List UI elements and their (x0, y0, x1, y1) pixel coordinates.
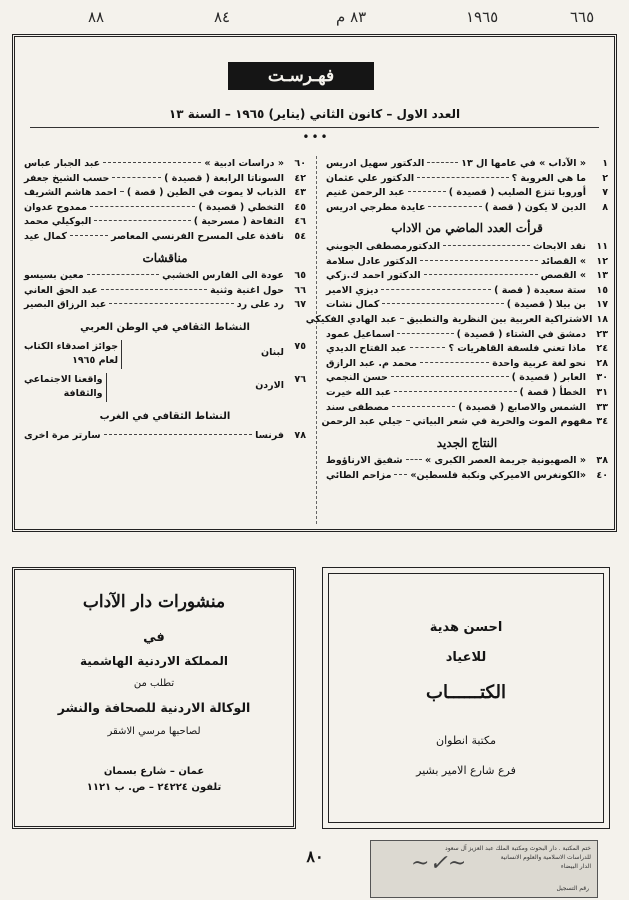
toc-title: « الصهيونية جريمة العصر الكبرى » (424, 455, 586, 467)
toc-entry (326, 186, 608, 201)
toc-leader (443, 245, 530, 246)
toc-author: ديزي الامير (326, 284, 379, 296)
publisher-phone: تلفون ٢٤٢٢٤ – ص. ب ١١٢١ (86, 782, 222, 793)
new-output-heading: النتاج الجديد (436, 435, 498, 450)
toc-author: جيلي عبد الرحمن (321, 416, 403, 428)
left-column (24, 157, 306, 443)
toc-title: الدين لا يكون ( قصة ) (484, 201, 586, 213)
toc-page-number: ١٨ (596, 313, 608, 325)
toc-author: عبد الرزاق البصير (24, 299, 107, 311)
toc-entry (326, 328, 608, 343)
toc-entry (326, 157, 608, 172)
toc-title: رد على رد (236, 299, 284, 311)
toc-leader (112, 177, 161, 178)
toc-author: عبد الله خيرت (326, 386, 392, 398)
toc-author: مزاحم الطائي (326, 469, 392, 481)
toc-leader (406, 420, 410, 421)
toc-entry (326, 454, 608, 469)
toc-author: عبد الرحمن غنيم (326, 187, 405, 199)
stamp-line-2: للدراسات الاسلامية والعلوم الانسانية (500, 854, 591, 861)
activity-country: لبنان (261, 346, 284, 358)
publisher-kingdom: المملكة الاردنية الهاشمية (79, 654, 229, 668)
gift-box (322, 567, 610, 829)
toc-author: الدكتور احمد ك.زكي (326, 270, 421, 282)
toc-author: الدكتورمصطفى الجويني (326, 240, 441, 252)
toc-page-number: ٦٦ (294, 284, 306, 296)
toc-page-number: ٢٨ (596, 357, 608, 369)
toc-leader (109, 303, 233, 304)
toc-entry (24, 298, 306, 313)
toc-title: أوروبا تنزع الصليب ( قصيدة ) (448, 187, 586, 199)
gift-branch: فرع شارع الامير بشير (416, 764, 516, 777)
right-column (305, 157, 608, 483)
publisher-agency: الوكالة الاردنية للصحافة والنشر (57, 700, 251, 715)
toc-author: الدكتور عادل سلامة (326, 255, 418, 267)
toc-page-number: ٢٣ (596, 328, 608, 340)
toc-leader (406, 459, 422, 460)
toc-title: التفاحة ( مسرحية ) (193, 216, 284, 228)
toc-leader (397, 333, 453, 334)
gift-book: الكتــــــاب (426, 682, 506, 703)
toc-page-number: ٣٣ (596, 401, 608, 413)
toc-page-number: ٧٨ (294, 429, 306, 441)
toc-entry (326, 401, 608, 416)
toc-leader (394, 474, 407, 475)
toc-leader (424, 274, 538, 275)
toc-title: الخطأ ( قصة ) (519, 386, 586, 398)
toc-page-number: ٣٤ (596, 416, 608, 428)
activity-note-line: واقعنا الاجتماعي (24, 373, 103, 385)
toc-leader (90, 206, 195, 207)
toc-page-number: ٤٠ (596, 469, 608, 481)
toc-leader (381, 289, 491, 290)
toc-entry (326, 342, 608, 357)
toc-leader (391, 376, 509, 377)
gift-best: احسن هدية (429, 620, 503, 635)
toc-title: » القصائد (540, 255, 586, 267)
toc-page-number: ١٥ (596, 284, 608, 296)
toc-entry (326, 269, 608, 284)
toc-entry (326, 172, 608, 187)
toc-author: ممدوح عدوان (24, 201, 88, 213)
past-issue-heading: قرأت العدد الماضي من الاداب (391, 221, 543, 236)
toc-page-number: ٤٢ (294, 172, 306, 184)
toc-leader (420, 362, 489, 363)
toc-author: حسن النجمي (326, 372, 388, 384)
toc-entry (326, 386, 608, 401)
toc-entry (326, 284, 608, 299)
toc-author: الدكتور علي عثمان (326, 172, 415, 184)
publisher-address: عمان – شارع بسمان (103, 766, 205, 777)
toc-title: ما هي العروبة ؟ (511, 172, 586, 184)
arab-activity-heading: النشاط الثقافي في الوطن العربي (80, 321, 250, 333)
toc-author: معين بسيسو (24, 270, 84, 282)
toc-author: محمد م. عبد الرازق (326, 357, 417, 369)
activity-country: الاردن (255, 379, 284, 391)
toc-entry (326, 201, 608, 216)
toc-page-number: ٤٣ (294, 187, 306, 199)
toc-entry (326, 371, 608, 386)
toc-title: نافذة على المسرح الفرنسي المعاصر (111, 230, 284, 242)
toc-author: سارتر مرة اخرى (24, 429, 101, 441)
gift-holidays: للاعياد (445, 650, 487, 665)
toc-page-number: ١٣ (596, 270, 608, 282)
arab-activity-entry (24, 373, 306, 402)
toc-title: » القصص (540, 270, 586, 282)
publisher-in: في (143, 630, 165, 645)
toc-entry (321, 415, 608, 430)
toc-author: عبد الفتاح الديدي (326, 343, 407, 355)
toc-title: دمشق في الشتاء ( قصيدة ) (456, 328, 586, 340)
toc-leader (410, 347, 446, 348)
toc-author: عبد الهادي الفكيكي (305, 313, 397, 325)
toc-title: الاشتراكية العربية بين النظرية والتطبيق (406, 313, 593, 325)
toc-title: الشمس والاصابع ( قصيدة ) (458, 401, 586, 413)
activity-notes (24, 340, 122, 369)
issue-underline (30, 127, 599, 128)
arab-activity-entry (24, 340, 306, 369)
toc-entry (326, 469, 608, 484)
toc-title: حول اغنية وثنية (210, 284, 284, 296)
toc-entry (24, 157, 306, 172)
toc-author: البوكيلي محمد (24, 216, 92, 228)
toc-title: ماذا تعني فلسفة القاهريات ؟ (448, 343, 586, 355)
toc-leader (70, 235, 108, 236)
toc-author: عايدة مطرجي ادريس (326, 201, 426, 213)
handwritten-mark-5: ٦٦٥ (570, 8, 595, 26)
toc-title: فرنسا (255, 429, 284, 441)
toc-page-number: ١٢ (596, 255, 608, 267)
toc-leader (392, 406, 455, 407)
toc-author: اسماعيل عمود (326, 328, 395, 340)
toc-page-number: ٧ (602, 187, 608, 199)
west-activity-heading: النشاط الثقافي في الغرب (99, 410, 231, 422)
page-number: ٨٠ (306, 847, 324, 866)
gift-library: مكتبة انطوان (436, 734, 496, 747)
toc-leader (428, 206, 481, 207)
toc-page-number: ٤٦ (294, 216, 306, 228)
toc-leader (103, 162, 201, 163)
stamp-line-3: الدار البيضاء (560, 863, 591, 870)
toc-leader (420, 260, 538, 261)
toc-author: عبد الحق العاني (24, 284, 98, 296)
toc-leader (87, 274, 159, 275)
toc-title: السوناتا الرابعة ( قصيدة ) (164, 172, 284, 184)
toc-leader (417, 177, 508, 178)
toc-entry (326, 240, 608, 255)
publisher-request: تطلب من (133, 678, 175, 689)
toc-title: مفهوم الموت والحرية في شعر البياتي (412, 416, 593, 428)
activity-note-line: لعام ١٩٦٥ (72, 355, 119, 367)
toc-author: الدكتور سهيل ادريس (326, 158, 425, 169)
toc-leader (94, 220, 190, 221)
toc-author: احمد هاشم الشريف (24, 187, 117, 199)
toc-entry (24, 269, 306, 284)
toc-title: بن بيلا ( قصيدة ) (506, 299, 586, 311)
toc-title: الذباب لا يموت في الطين ( قصة ) (126, 187, 286, 199)
toc-author: شفيق الارناؤوط (326, 455, 403, 467)
toc-author: كمال نشات (326, 299, 380, 311)
activity-note-line: جوائز اصدقاء الكتاب (24, 340, 119, 352)
toc-page-number: ٨ (602, 201, 608, 213)
issue-line: العدد الاول – كانون الثاني (يناير) ١٩٦٥ – السنة ١٣ (168, 107, 461, 121)
toc-leader (400, 318, 404, 319)
toc-leader (408, 191, 446, 192)
handwritten-mark-3: ٨٣ م (336, 8, 367, 26)
toc-title: « الآداب » في عامها ال ١٣ (461, 158, 586, 169)
toc-title: نقد الابحاث (532, 240, 586, 252)
publisher-box (12, 567, 296, 829)
toc-page-number: ٥٤ (294, 230, 306, 242)
toc-entry (24, 230, 306, 245)
handwritten-mark-1: ٨٨ (88, 8, 105, 26)
toc-entry (24, 215, 306, 230)
toc-page-number: ٣٨ (596, 455, 608, 467)
toc-author: مصطفى سند (326, 401, 389, 413)
toc-entry (326, 357, 608, 372)
toc-entry (24, 429, 306, 444)
publisher-title: منشورات دار الآداب (82, 592, 226, 612)
toc-title: «الكونغرس الاميركي ونكبة فلسطين» (410, 469, 586, 481)
toc-page-number: ٦٥ (294, 270, 306, 282)
stamp-line-4: رقم التسجيل (556, 885, 589, 892)
toc-title: ستة سعيدة ( قصة ) (494, 284, 586, 296)
toc-page-number: ٢٤ (596, 343, 608, 355)
discussions-heading: مناقشات (142, 250, 188, 265)
toc-page-number: ٣١ (596, 386, 608, 398)
toc-page-number: ١٧ (596, 299, 608, 311)
stamp-line-1: ختم المكتبة . دار البحوث ومكتبة الملك عبد العزيز آل سعود (445, 845, 591, 852)
toc-entry (326, 298, 608, 313)
library-stamp (370, 840, 598, 898)
toc-page-number: ٦٠ (294, 158, 306, 169)
toc-page-number: ٤٥ (294, 201, 306, 213)
toc-leader (382, 303, 503, 304)
toc-leader (104, 434, 252, 435)
stamp-signature: ~✓~ (411, 851, 467, 876)
toc-entry (24, 284, 306, 299)
toc-entry (24, 172, 306, 187)
publisher-owner: لصاحبها مرسي الاشقر (107, 726, 201, 737)
toc-page-number: ٢ (602, 172, 608, 184)
toc-author: كمال عيد (24, 230, 67, 242)
toc-entry (24, 201, 306, 216)
toc-title: عودة الى الفارس الخشبي (162, 270, 284, 282)
toc-page-number: ٦٧ (294, 299, 306, 311)
toc-leader (120, 191, 124, 192)
index-title: فهـرسـت (228, 62, 374, 90)
toc-title: « دراسات ادبية » (204, 158, 284, 169)
activity-note-line: والثقافة (63, 388, 103, 400)
toc-entry (305, 313, 608, 328)
toc-page-number: ٧٦ (294, 373, 306, 385)
toc-entry (326, 255, 608, 270)
toc-page-number: ١١ (596, 240, 608, 252)
toc-leader (101, 289, 207, 290)
toc-entry (24, 186, 306, 201)
toc-author: عبد الجبار عباس (24, 158, 101, 169)
activity-notes (24, 373, 107, 402)
handwritten-mark-2: ٨٤ (214, 8, 231, 26)
toc-page-number: ٣٠ (596, 372, 608, 384)
toc-page-number: ٧٥ (294, 340, 306, 352)
toc-title: نحو لغة عربية واحدة (492, 357, 586, 369)
toc-author: حسب الشيخ جعفر (24, 172, 110, 184)
handwritten-mark-4: ١٩٦٥ (466, 8, 499, 26)
toc-leader (427, 162, 458, 163)
toc-title: التخطي ( قصيدة ) (198, 201, 284, 213)
toc-leader (394, 391, 516, 392)
toc-title: العابر ( قصيدة ) (511, 372, 586, 384)
divider-dots: ••• (302, 130, 330, 144)
column-divider (316, 156, 317, 524)
toc-page-number: ١ (602, 158, 608, 169)
